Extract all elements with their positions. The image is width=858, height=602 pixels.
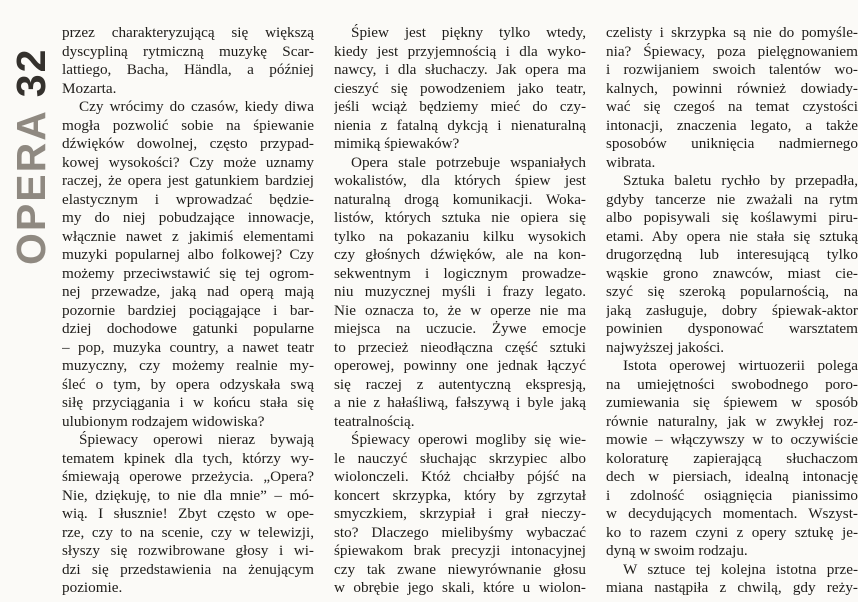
text-line: tylko na pokazaniu kilku wysokich <box>334 227 586 245</box>
text-line: miana nastąpiła z chwilą, gdy reży- <box>606 579 858 596</box>
text-line: operowej, powinny one jednak łączyć <box>334 357 586 374</box>
text-line: cieszyć się powodzeniem jako teatr, <box>334 79 586 97</box>
text-line: lattiego, Bacha, Händla, a później <box>62 61 314 78</box>
text-line: czelisty i skrzypka są nie do pomyśle- <box>606 24 858 41</box>
text-line: Nie oznacza to, że w operze nie ma <box>334 301 586 319</box>
text-line: dziej dochodowe gatunki popularne <box>62 320 314 337</box>
text-line: śpiewakom brak precyzji intonacyjnej <box>334 542 586 559</box>
text-line: siłę przyciągania i w końcu stała się <box>62 394 314 411</box>
text-line: mogła pozwolić sobie na śpiewanie <box>62 116 314 134</box>
text-line: przez charakteryzującą się większą <box>62 24 314 41</box>
text-line: dyscypliną rytmiczną muzykę Scar- <box>62 42 314 60</box>
text-column-1 <box>62 24 314 598</box>
article-columns <box>62 24 858 598</box>
text-line: ulubionym rodzajem widowiska? <box>62 412 265 430</box>
text-line: czy tak zwane niewyrównanie głosu <box>334 560 586 578</box>
text-column-2 <box>334 24 586 598</box>
text-line: W sztuce tej kolejna istotna prze- <box>623 560 858 578</box>
text-line: Czy wrócimy do czasów, kiedy diwa <box>79 98 314 115</box>
text-line: śmiewają operowe przeżycia. „Opera? <box>62 468 314 485</box>
text-line: Opera stale potrzebuje wspaniałych <box>351 153 586 171</box>
text-line: na umiejętności swobodnego poro- <box>606 375 858 393</box>
text-line: koncert skrzypka, który by zgrzytał <box>334 486 586 504</box>
text-line: jaką zasługuje, dobry śpiewak-aktor <box>606 301 858 319</box>
text-line: się raczej z autentyczną ekspresją, <box>334 375 586 393</box>
text-line: intonacji, znaczenia legato, a także <box>606 116 858 134</box>
text-line: sekwentnym i logicznym prowadze- <box>334 264 586 282</box>
text-line: naturalną drogą komunikacji. Woka- <box>334 190 586 208</box>
text-line: albo popisywali się koślawymi piru- <box>606 209 858 226</box>
text-line: sto? Dlaczego mielibyśmy wybaczać <box>334 523 586 541</box>
text-line: muzyczny, czy możemy realnie my- <box>62 357 314 374</box>
text-line: Istota operowej wirtuozerii polega <box>623 357 858 374</box>
text-line: nienia z fatalną dykcją i nienaturalną <box>334 116 586 134</box>
text-line: najwyższej jakości. <box>606 338 725 356</box>
text-line: i zdolność osiągnięcia pianissimo <box>606 486 858 504</box>
text-line: poziomie. <box>62 579 123 596</box>
text-line: a nie z hałaśliwą, fałszywą i byle jaką <box>334 394 586 411</box>
text-line: to przecież nieodłączna część sztuki <box>334 338 586 356</box>
text-line: etami. Aby opera nie stała się sztuką <box>606 227 858 245</box>
text-line: jeśli wciąż będziemy mieć do czy- <box>334 98 586 115</box>
text-line: my do niej pobudzające innowacje, <box>62 209 314 226</box>
page-sidebar <box>8 47 54 265</box>
text-line: ko to razem czyni z opery sztukę je- <box>606 523 858 541</box>
text-line: Sztuka baletu rychło by przepadła, <box>623 172 858 189</box>
text-line: dzi się przedstawienia na żenującym <box>62 560 314 578</box>
text-line: nej przewadze, jaką nad operą mają <box>62 283 314 300</box>
text-line: mowie – włączywszy w to oczywiście <box>606 431 858 448</box>
text-line: dźwięków dowolnej, często przypad- <box>62 135 314 152</box>
text-line: słyszy się rozwibrowane głosy i wi- <box>62 542 314 559</box>
text-line: teatralnością. <box>334 412 415 430</box>
text-line: dech w piersiach, idealną intonację <box>606 468 858 485</box>
text-line: koloraturę zapierającą słuchaczom <box>606 449 858 467</box>
text-line: pozornie bardziej pociągające i bar- <box>62 301 314 319</box>
text-line: kalnych, powinni również dowiady- <box>606 79 858 97</box>
text-line: Śpiewacy operowi mogliby się wie- <box>351 431 586 448</box>
text-line: wać się czegoś na temat czystości <box>606 98 858 115</box>
text-line: le nauczyć słuchając skrzypiec albo <box>334 449 586 467</box>
text-line: śleć o tym, by opera odzyskała swą <box>62 375 314 393</box>
text-line: smyczkiem, skrzypiał i grał nieczy- <box>334 505 586 522</box>
text-line: mimiką śpiewaków? <box>334 135 460 152</box>
text-line: Śpiewacy operowi nieraz bywają <box>79 431 314 448</box>
text-line: czy głośnych dźwięków, ale na kon- <box>334 246 586 263</box>
text-line: wibrata. <box>606 153 656 171</box>
text-line: – pop, muzyka country, a nawet teatr <box>62 338 314 356</box>
text-line: Nie, dziękuję, to nie dla mnie” – mó- <box>62 486 314 504</box>
text-line: rze, czy to na scenie, czy w telewizji, <box>62 523 314 541</box>
text-line: tematem kpinek dla tych, którzy wy- <box>62 449 314 467</box>
text-line: nia? Śpiewacy, poza pielęgnowaniem <box>606 42 858 60</box>
text-line: miejsca na uczucie. Żywe emocje <box>334 320 586 337</box>
text-column-3 <box>606 24 858 598</box>
text-line: zumiewania się śpiewem w sposób <box>606 394 858 411</box>
text-line: równie naturalny, jak w zwykłej roz- <box>606 412 858 430</box>
text-line: wiolonczeli. Któż chciałby pójść na <box>334 468 586 485</box>
text-line: niu muzycznej myśli i frazy legato. <box>334 283 586 300</box>
text-line: wokalistów, dla których śpiew jest <box>334 172 586 189</box>
section-title: OPERA <box>8 109 54 265</box>
text-line: włącznie nawet z jakimiś elementami <box>62 227 314 245</box>
text-line: Śpiew jest piękny tylko wtedy, <box>351 24 586 41</box>
text-line: wąskie grono znawców, miast cie- <box>606 264 858 282</box>
text-line: wią. I słusznie! Zbyt często w ope- <box>62 505 314 522</box>
text-line: kowej wysokości? Czy może uznamy <box>62 153 314 171</box>
text-line: sposobów uniknięcia nadmiernego <box>606 135 858 152</box>
page-number: 32 <box>8 47 54 98</box>
text-line: dyną w swoim rodzaju. <box>606 542 748 559</box>
text-line: raczej, że opera jest gatunkiem bardziej <box>62 172 314 189</box>
text-line: i rozwijaniem swoich talentów wo- <box>606 61 858 78</box>
text-line: kiedy jest przyjemnością i dla wyko- <box>334 42 586 60</box>
text-line: muzyki popularnej albo folkowej? Czy <box>62 246 314 263</box>
text-line: w obrębie jego skali, które u wiolon- <box>334 579 586 596</box>
text-line: nawcy, i dla słuchaczy. Jak opera ma <box>334 61 586 78</box>
text-line: możemy przeciwstawić się tej ogrom- <box>62 264 314 282</box>
text-line: szyć się szeroką popularnością, na <box>606 283 858 300</box>
text-line: powinien dysponować warsztatem <box>606 320 858 337</box>
text-line: gdyby tancerze nie zważali na rytm <box>606 190 858 208</box>
text-line: elastycznym i wprowadzać będzie- <box>62 190 314 208</box>
text-line: Mozarta. <box>62 79 117 97</box>
text-line: listów, których sztuka nie opiera się <box>334 209 586 226</box>
text-line: w decydujących momentach. Wszyst- <box>606 505 858 522</box>
text-line: drugorzędną lub interesującą tylko <box>606 246 858 263</box>
